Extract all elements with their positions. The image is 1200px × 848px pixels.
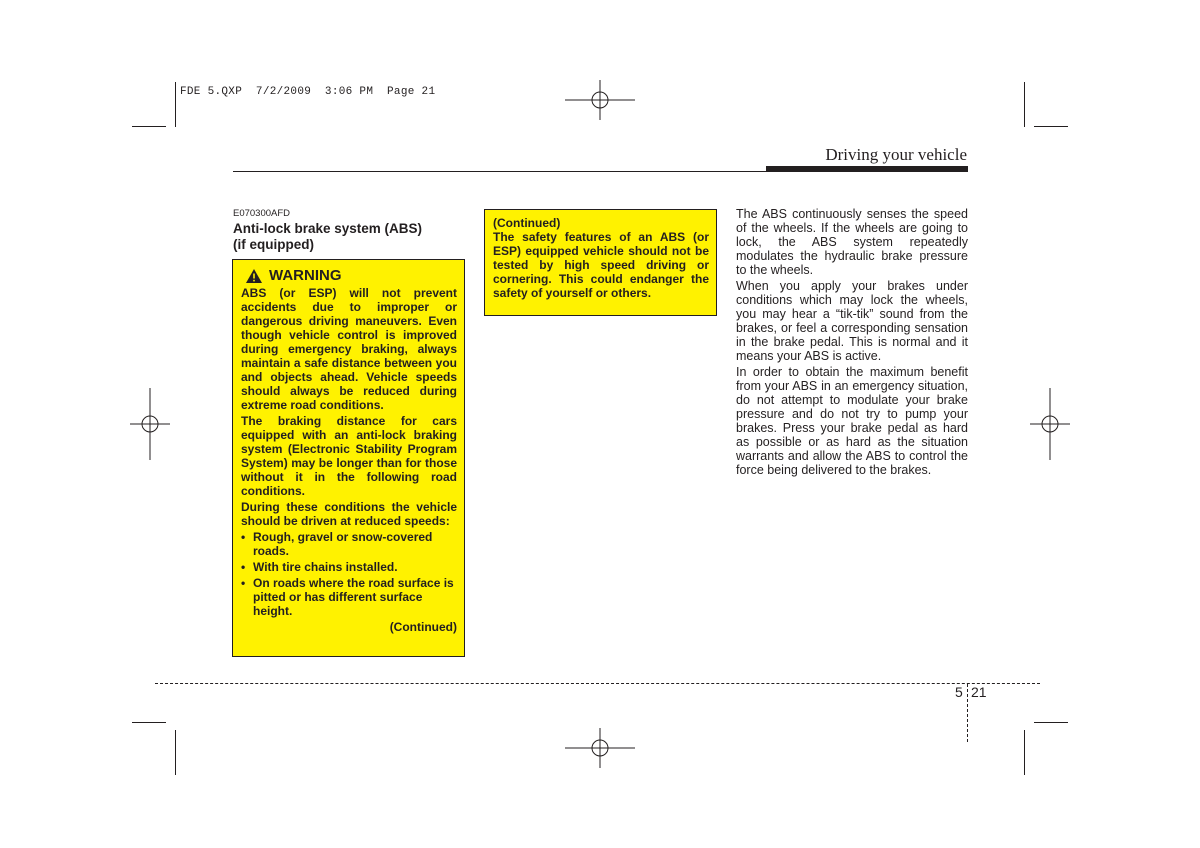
- warning-header: [245, 268, 457, 284]
- registration-mark-right: [1030, 388, 1070, 460]
- section-heading: [233, 221, 463, 253]
- header-rule-accent: [766, 166, 968, 172]
- warning-title: WARNING: [269, 267, 342, 284]
- warning-paragraph-2: The braking distance for cars equipped with an anti-lock braking system (Electronic Stability Program System) may be longer than for those without it in the following road conditions.: [241, 414, 457, 498]
- section-code: E070300AFD: [233, 208, 291, 219]
- page-number: 21: [971, 684, 987, 700]
- warning-box: [232, 259, 465, 657]
- chapter-number: 5: [955, 684, 963, 700]
- section-title: Driving your vehicle: [825, 145, 967, 164]
- page-number-separator: [967, 684, 968, 742]
- body-paragraph-3: In order to obtain the maximum benefit from your ABS in an emergency situation, do not attempt to modulate your brake pressure and do not try to pump your brakes. Press your brake pedal as hard as possible or as hard as the situation warrants and allow the ABS to control the force being delivered to the brakes.: [736, 365, 968, 477]
- registration-mark-top: [565, 80, 635, 120]
- warning-bullet: • Rough, gravel or snow-covered roads.: [241, 530, 457, 558]
- continued-text: The safety features of an ABS (or ESP) equipped vehicle should not be tested by high speed driving or cornering. This could endanger the safety of yourself or others.: [493, 230, 709, 300]
- registration-mark-left: [130, 388, 170, 460]
- warning-bullet: • On roads where the road surface is pitted or has different surface height.: [241, 576, 457, 618]
- warning-continued: (Continued): [389, 620, 457, 634]
- continued-warning-box: [484, 209, 717, 316]
- printer-slug: FDE 5.QXP 7/2/2009 3:06 PM Page 21: [180, 86, 436, 98]
- body-paragraph-2: When you apply your brakes under conditions which may lock the wheels, you may hear a “tik-tik” sound from the brakes, or feel a corresponding sensation in the brake pedal. This is normal and it means your ABS is active.: [736, 279, 968, 363]
- body-paragraph-1: The ABS continuously senses the speed of the wheels. If the wheels are going to lock, the ABS system repeatedly modulates the hydraulic brake pressure to the wheels.: [736, 207, 968, 277]
- warning-bullet-list: [241, 530, 457, 618]
- heading-line-2: (if equipped): [233, 237, 314, 252]
- abs-description: [736, 207, 968, 479]
- warning-icon: [245, 268, 263, 284]
- warning-paragraph-3: During these conditions the vehicle should be driven at reduced speeds:: [241, 500, 457, 528]
- footer-dotted-rule: [155, 683, 1040, 684]
- registration-mark-bottom: [565, 728, 635, 768]
- warning-paragraph-1: ABS (or ESP) will not prevent accidents due to improper or dangerous driving maneuvers. Even though vehicle control is improved during emergency braking, always maintain a safe distance between you and objects ahead. Vehicle speeds should always be reduced during extreme road conditions.: [241, 286, 457, 412]
- continued-title: (Continued): [493, 216, 561, 230]
- heading-line-1: Anti-lock brake system (ABS): [233, 221, 423, 236]
- warning-bullet: • With tire chains installed.: [241, 560, 457, 574]
